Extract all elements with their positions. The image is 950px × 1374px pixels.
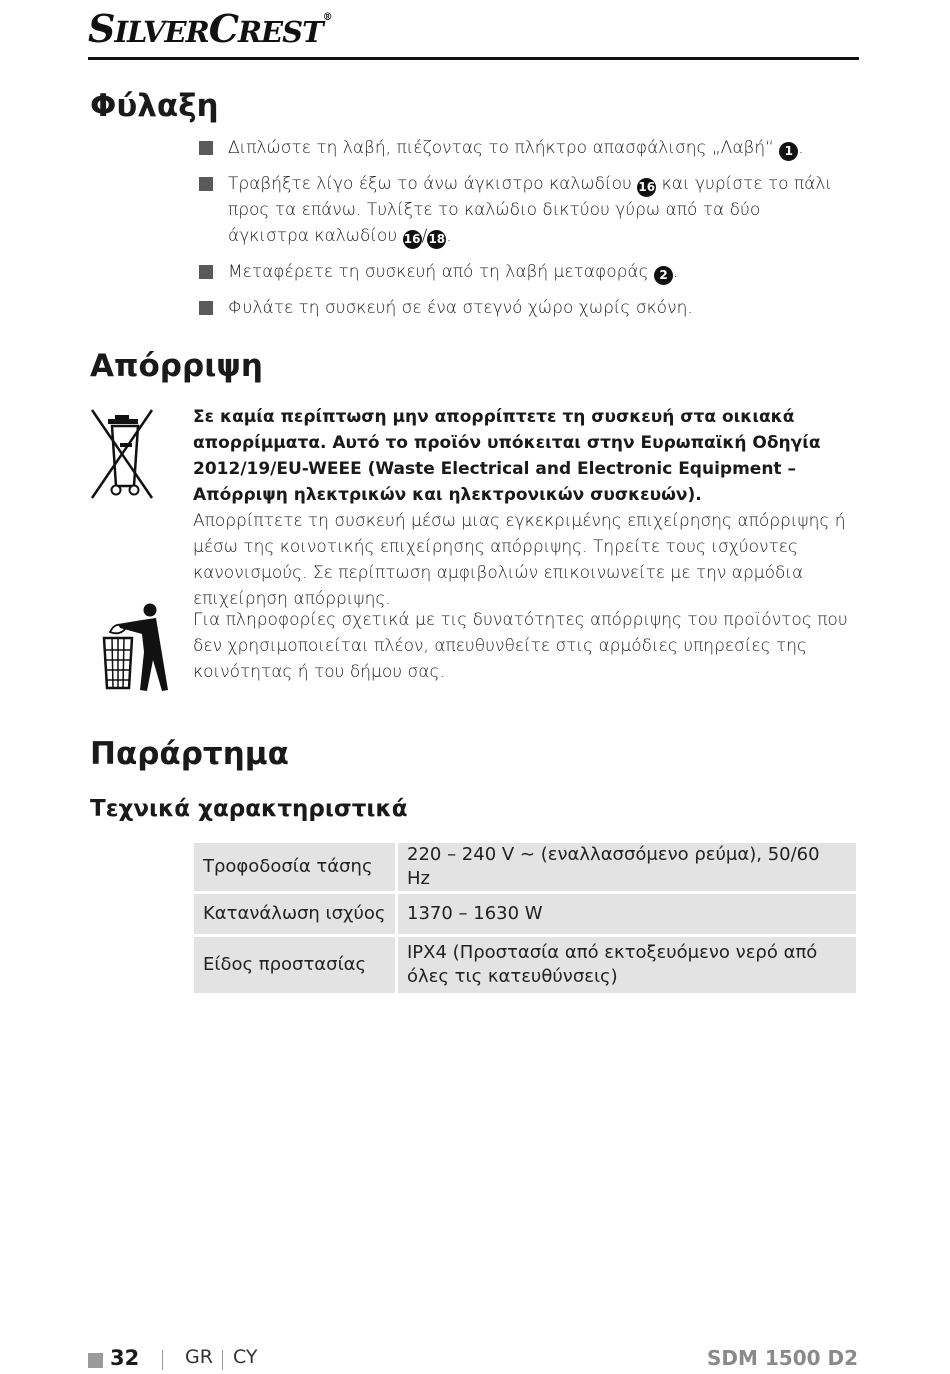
spec-key: Κατανάλωση ισχύος bbox=[194, 894, 398, 934]
header-rule bbox=[88, 57, 859, 60]
table-row bbox=[194, 843, 856, 891]
number-badge: 18 bbox=[427, 230, 446, 249]
spec-value: 1370 – 1630 W bbox=[398, 894, 856, 934]
specs-table bbox=[194, 840, 856, 996]
weee-crossed-bin-icon bbox=[90, 406, 154, 502]
spec-key: Είδος προστασίας bbox=[194, 937, 398, 993]
number-badge: 2 bbox=[654, 266, 673, 285]
bullet-square-icon bbox=[199, 301, 213, 315]
bullet-square-icon bbox=[199, 177, 213, 191]
disposal-warning-text: Σε καμία περίπτωση μην απορρίπτετε τη συσκευή στα οικιακά απορρίμματα. Αυτό το προϊόν υπόκειται στην Ευρωπαϊκή Οδηγία 2012/19/EU-WEEE (Waste Electrical and Electronic Equipment – Απόρριψη ηλεκτρικών και ηλεκτρονικών συσκευών). bbox=[193, 407, 821, 505]
list-item: Διπλώστε τη λαβή, πιέζοντας το πλήκτρο απασφάλισης „Λαβή“ 1 . bbox=[198, 135, 838, 161]
section-subtitle-specs: Τεχνικά χαρακτηριστικά bbox=[90, 796, 408, 822]
list-item: Μεταφέρετε τη συσκευή από τη λαβή μεταφοράς 2 . bbox=[198, 259, 838, 285]
section-title-appendix: Παράρτημα bbox=[90, 736, 289, 772]
section-title-disposal: Απόρριψη bbox=[90, 348, 263, 384]
list-item: Τραβήξτε λίγο έξω το άνω άγκιστρο καλωδίου 16 και γυρίστε το πάλι προς τα επάνω. Τυλίξτε το καλώδιο δικτύου γύρω από τα δύο άγκιστρα καλωδίου 16/18. bbox=[198, 171, 838, 249]
spec-value: 220 – 240 V ∼ (εναλλασσόμενο ρεύμα), 50/60 Hz bbox=[398, 843, 856, 891]
table-row bbox=[194, 894, 856, 934]
page-number: 32 bbox=[110, 1346, 140, 1370]
footer-language-b: CY bbox=[233, 1346, 258, 1368]
storage-list bbox=[198, 135, 838, 331]
footer-divider bbox=[162, 1350, 163, 1370]
footer-square-icon bbox=[88, 1353, 103, 1368]
bullet-square-icon bbox=[199, 141, 213, 155]
disposal-instructions-text: Απορρίπτετε τη συσκευή μέσω μιας εγκεκριμένης επιχείρησης απόρριψης ή μέσω της κοινοτικής επιχείρησης απόρριψης. Τηρείτε τους ισχύοντες κανονισμούς. Σε περίπτωση αμφιβολιών επικοινωνείτε με την αρμόδια επιχείρηση απόρριψης. bbox=[193, 511, 846, 609]
person-throwing-trash-icon bbox=[98, 602, 172, 694]
list-item: Φυλάτε τη συσκευή σε ένα στεγνό χώρο χωρίς σκόνη. bbox=[198, 295, 838, 321]
footer-language-a: GR bbox=[185, 1346, 213, 1368]
bullet-square-icon bbox=[199, 265, 213, 279]
number-badge: 16 bbox=[403, 230, 422, 249]
spec-value: IPX4 (Προστασία από εκτοξευόμενο νερό από όλες τις κατευθύνσεις) bbox=[398, 937, 856, 993]
disposal-info-text: Για πληροφορίες σχετικά με τις δυνατότητες απόρριψης του προϊόντος που δεν χρησιμοποιείται πλέον, απευθυνθείτε στις αρμόδιες υπηρεσίες της κοινότητας ή του δήμου σας. bbox=[193, 610, 848, 682]
section-title-storage: Φύλαξη bbox=[90, 88, 219, 124]
table-row bbox=[194, 937, 856, 993]
model-number: SDM 1500 D2 bbox=[706, 1346, 858, 1370]
number-badge: 16 bbox=[637, 178, 656, 197]
brand-logo: SILVERCREST® bbox=[88, 6, 332, 51]
spec-key: Τροφοδοσία τάσης bbox=[194, 843, 398, 891]
footer-divider bbox=[222, 1350, 223, 1370]
number-badge: 1 bbox=[779, 142, 798, 161]
